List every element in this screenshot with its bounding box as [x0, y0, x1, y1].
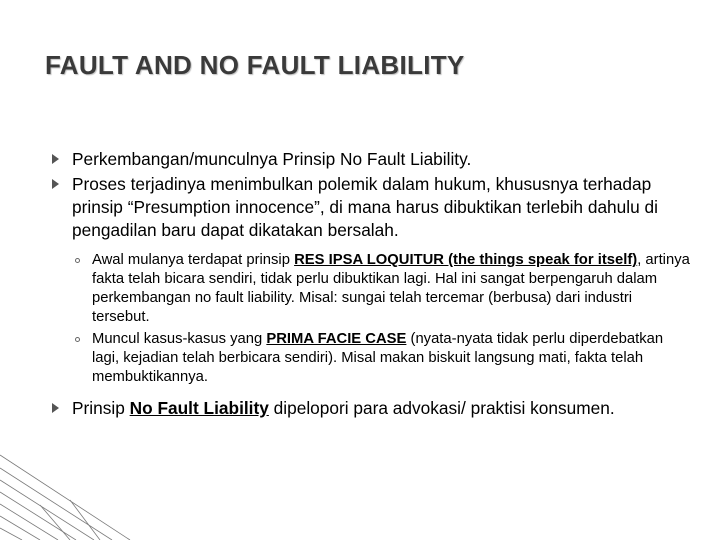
bullet-list	[52, 148, 692, 420]
sub-bullet-item	[72, 330, 692, 387]
sub-bullet-list	[52, 251, 692, 387]
bullet-text: Proses terjadinya menimbulkan polemik dalam hukum, khususnya terhadap prinsip “Presumption innocence”, di mana harus dibuktikan terlebih dahulu di pengadilan baru dapat dikatakan bersalah.	[72, 174, 658, 240]
sub-bullet-text: Awal mulanya terdapat prinsip	[92, 252, 295, 268]
sub-bullet-text: Muncul kasus-kasus yang	[92, 331, 267, 347]
bullet-item	[52, 397, 692, 420]
decorative-lines	[0, 440, 720, 540]
sub-bullet-emphasis: RES IPSA LOQUITUR (the things speak for itself)	[294, 252, 638, 268]
bullet-text: Perkembangan/munculnya Prinsip No Fault Liability.	[72, 149, 472, 169]
bullet-text: Prinsip	[72, 398, 130, 418]
triangle-bullet-icon	[52, 403, 59, 413]
bullet-emphasis: No Fault Liability	[129, 398, 269, 418]
triangle-bullet-icon	[52, 179, 59, 189]
bullet-item	[52, 173, 692, 242]
bullet-item	[52, 148, 692, 171]
sub-bullet-emphasis: PRIMA FACIE CASE	[266, 331, 407, 347]
ring-bullet-icon	[75, 337, 80, 342]
triangle-bullet-icon	[52, 154, 59, 164]
sub-bullet-text: , artinya fakta telah bicara sendiri, tidak perlu dibuktikan lagi. Hal ini sangat berpengaruh dalam perkembangan no fault liability. Misal: sungai telah tercemar (berbusa) dari industri tersebut.	[92, 252, 690, 325]
slide-title: FAULT AND NO FAULT LIABILITY	[45, 50, 465, 80]
sub-bullet-item	[72, 251, 692, 327]
ring-bullet-icon	[75, 258, 80, 263]
bullet-text: dipelopori para advokasi/ praktisi konsumen.	[268, 398, 615, 418]
sub-bullet-text: (nyata-nyata tidak perlu diperdebatkan lagi, kejadian telah berbicara sendiri). Misal makan biskuit langsung mati, fakta telah membuktikannya.	[92, 331, 664, 385]
